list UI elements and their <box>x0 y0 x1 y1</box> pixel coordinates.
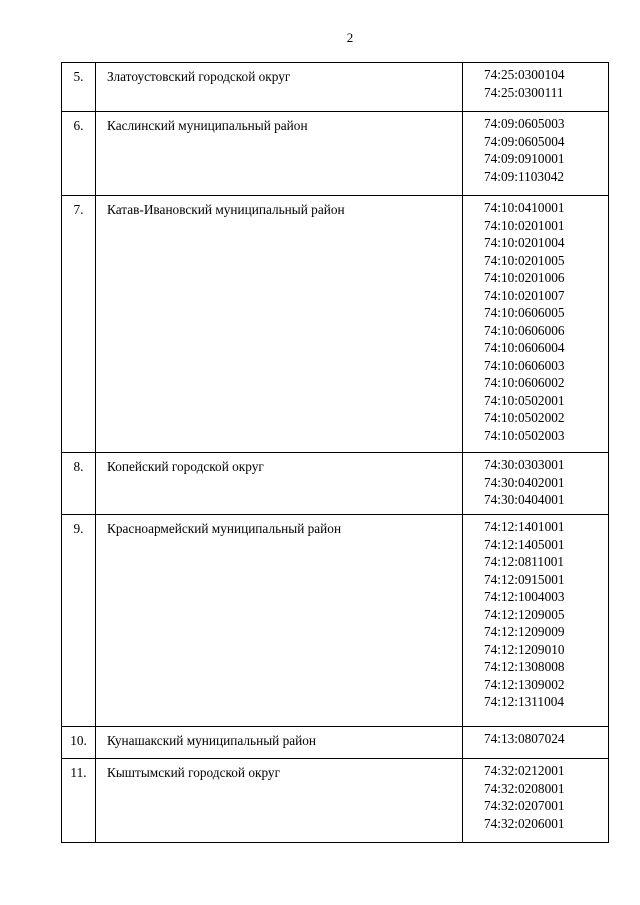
row-number: 9. <box>62 515 96 727</box>
municipality-name: Каслинский муниципальный район <box>96 112 463 196</box>
cadastral-code: 74:10:0201001 <box>484 217 565 233</box>
cadastral-code: 74:12:1309002 <box>484 676 565 692</box>
cadastral-code: 74:10:0201006 <box>484 270 565 285</box>
cadastral-codes-cell <box>463 759 609 843</box>
row-number: 11. <box>62 759 96 843</box>
cadastral-code: 74:10:0606006 <box>484 322 565 338</box>
table-row <box>62 453 609 515</box>
cadastral-code: 74:09:0605003 <box>484 116 565 131</box>
table-row <box>62 196 609 453</box>
municipality-name: Златоустовский городской округ <box>96 63 463 112</box>
cadastral-code: 74:10:0606003 <box>484 357 565 373</box>
row-number: 5. <box>62 63 96 112</box>
cadastral-code: 74:32:0212001 <box>484 763 565 778</box>
cadastral-code: 74:10:0201004 <box>484 235 565 250</box>
cadastral-code: 74:30:0303001 <box>484 457 565 472</box>
municipality-name: Красноармейский муниципальный район <box>96 515 463 727</box>
cadastral-codes-cell <box>463 453 609 515</box>
cadastral-code: 74:12:1405001 <box>484 536 565 552</box>
cadastral-code: 74:30:0404001 <box>484 492 565 507</box>
cadastral-code: 74:12:1308008 <box>484 659 565 674</box>
cadastral-code: 74:12:1004003 <box>484 589 565 604</box>
cadastral-codes-cell <box>463 63 609 112</box>
table-row <box>62 63 609 112</box>
cadastral-code: 74:10:0606002 <box>484 375 565 390</box>
table-row <box>62 727 609 759</box>
cadastral-code: 74:12:0915001 <box>484 571 565 587</box>
cadastral-code: 74:10:0502003 <box>484 427 565 443</box>
cadastral-code: 74:10:0606005 <box>484 305 565 320</box>
row-number: 7. <box>62 196 96 453</box>
table-row <box>62 112 609 196</box>
cadastral-code: 74:09:0910001 <box>484 151 565 166</box>
municipality-name: Кыштымский городской округ <box>96 759 463 843</box>
cadastral-codes-cell <box>463 515 609 727</box>
districts-table <box>61 62 609 843</box>
cadastral-code: 74:12:1401001 <box>484 519 565 534</box>
districts-table-body <box>62 63 609 843</box>
row-number: 6. <box>62 112 96 196</box>
row-number: 10. <box>62 727 96 759</box>
page-number: 2 <box>346 30 354 45</box>
cadastral-code: 74:12:1209009 <box>484 624 565 639</box>
cadastral-code: 74:10:0502001 <box>484 392 565 408</box>
cadastral-code: 74:32:0206001 <box>484 815 565 831</box>
cadastral-codes-cell <box>463 727 609 759</box>
cadastral-code: 74:32:0208001 <box>484 780 565 796</box>
cadastral-code: 74:30:0402001 <box>484 474 565 490</box>
cadastral-code: 74:10:0606004 <box>484 340 565 355</box>
cadastral-codes-cell <box>463 112 609 196</box>
cadastral-code: 74:09:1103042 <box>484 168 565 184</box>
cadastral-code: 74:25:0300111 <box>484 84 564 100</box>
municipality-name: Кунашакский муниципальный район <box>96 727 463 759</box>
municipality-name: Катав-Ивановский муниципальный район <box>96 196 463 453</box>
cadastral-code: 74:12:0811001 <box>484 554 565 569</box>
municipality-name: Копейский городской округ <box>96 453 463 515</box>
cadastral-code: 74:10:0201007 <box>484 287 565 303</box>
cadastral-code: 74:12:1209005 <box>484 606 565 622</box>
cadastral-code: 74:12:1311004 <box>484 694 565 709</box>
cadastral-code: 74:10:0502002 <box>484 410 565 425</box>
row-number: 8. <box>62 453 96 515</box>
cadastral-code: 74:10:0410001 <box>484 200 565 215</box>
cadastral-code: 74:10:0201005 <box>484 252 565 268</box>
cadastral-code: 74:09:0605004 <box>484 133 565 149</box>
cadastral-code: 74:32:0207001 <box>484 798 565 813</box>
cadastral-code: 74:12:1209010 <box>484 641 565 657</box>
cadastral-code: 74:13:0807024 <box>484 731 565 746</box>
table-row <box>62 759 609 843</box>
cadastral-code: 74:25:0300104 <box>484 67 565 82</box>
table-row <box>62 515 609 727</box>
cadastral-codes-cell <box>463 196 609 453</box>
